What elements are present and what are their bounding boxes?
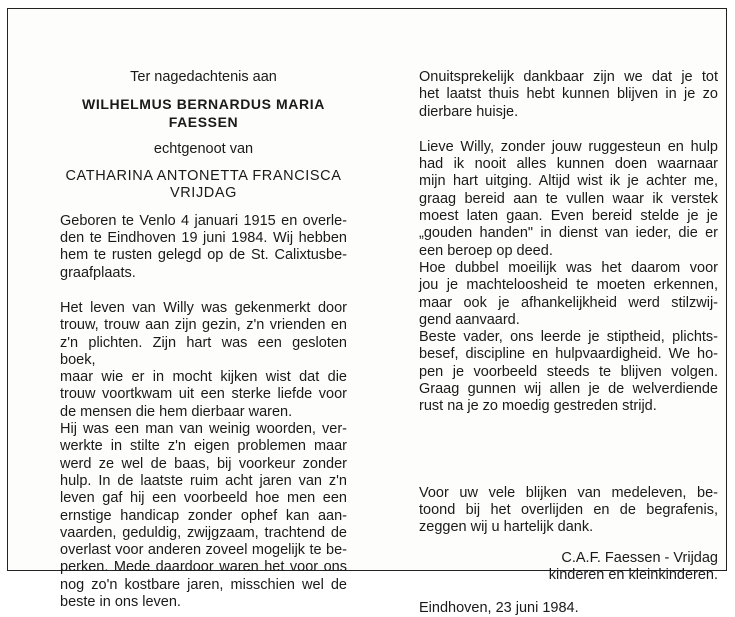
text-line: leven gaf hij een voorbeeld hoe men een (60, 490, 347, 507)
text-line: Graag gunnen wij allen je de welverdiende (419, 381, 718, 398)
text-line: Hij was een man van weinig woorden, ver- (60, 421, 347, 438)
thanks-paragraph (419, 485, 718, 537)
text-line: Hoe dubbel moeilijk was het daarom voor (419, 259, 718, 276)
right-column (419, 69, 718, 617)
text-line: een beroep op deed. (419, 242, 553, 259)
text-line: graafplaats. (60, 264, 136, 281)
text-line: z'n plichten. Zijn hart was een gesloten boek, (60, 334, 347, 368)
birth-death-paragraph (60, 213, 347, 282)
spouse-name-line-2: VRIJDAG (169, 185, 238, 202)
text-line: trouw, trouw aan zijn gezin, z'n vrienden en (60, 317, 347, 334)
text-line: de mensen die hem dierbaar waren. (60, 403, 293, 420)
text-line: jou je machteloosheid te moeten erkennen, (419, 277, 718, 294)
text-line: perken. Mede daardoor waren het voor ons (60, 559, 347, 576)
text-line: besef, discipline en hulpvaardigheid. We ho- (419, 346, 718, 363)
text-line: werd ze wel de baas, bij voorkeur zonder (60, 455, 347, 472)
text-line: rust na je zo moedig gestreden strijd. (419, 398, 657, 415)
text-line: pen je voorbeeld steeds te blijven volgen. (419, 363, 718, 380)
text-line: Voor uw vele blijken van medeleven, be- (419, 484, 718, 501)
text-line: Het leven van Willy was gekenmerkt door (60, 299, 347, 316)
text-line: moest laten gaan. Even bereid stelde je je (419, 208, 718, 225)
text-line: had ik nooit alles kunnen doen waarnaar (419, 156, 718, 173)
text-line: ernstige handicap zonder ophef kan aan- (60, 507, 347, 524)
text-line: Geboren te Venlo 4 januari 1915 en overle- (60, 212, 347, 229)
memorial-card (7, 8, 727, 617)
signature-family: kinderen en kleinkinderen. (548, 566, 718, 583)
text-line: graag bereid aan te vullen waar ik verstek (419, 190, 718, 207)
text-line: dierbare huisje. (419, 103, 519, 120)
text-line: toond bij het overlijden en de begrafenis, (419, 501, 718, 518)
text-line: het laatst thuis hebt kunnen blijven in je zo (419, 86, 718, 103)
deceased-name-line-1: WILHELMUS BERNARDUS MARIA (82, 96, 325, 113)
text-line: hem te rusten gelegd op de St. Calixtusbe- (60, 247, 347, 264)
text-line: zeggen wij u hartelijk dank. (419, 519, 594, 536)
text-line: Beste vader, ons leerde je stiptheid, plichts- (419, 329, 718, 346)
signature-name: C.A.F. Faessen - Vrijdag (561, 549, 718, 566)
text-line: Onuitsprekelijk dankbaar zijn we dat je tot (419, 69, 718, 85)
text-line: Lieve Willy, zonder jouw ruggesteun en hulp (419, 138, 718, 155)
text-line: „gouden handen" in dienst van ieder, die er (419, 225, 718, 242)
dear-willy-paragraph (419, 139, 718, 416)
text-line: vaarden, geduldig, zwijgzaam, trachtend de (60, 524, 347, 541)
text-line: werkte in stilte z'n eigen problemen maar (60, 438, 347, 455)
text-line: hulp. In de laatste ruim acht jaren van z'n (60, 472, 347, 489)
left-column (60, 69, 347, 611)
spouse-of-label: echtgenoot van (153, 140, 254, 157)
life-paragraph (60, 300, 347, 611)
text-line: maar ook je afhankelijkheid werd stilzwij- (419, 294, 718, 311)
deceased-name-line-2: FAESSEN (168, 113, 239, 130)
gratitude-paragraph (419, 69, 718, 121)
in-memory-heading: Ter nagedachtenis aan (130, 69, 277, 85)
text-line: maar wie er in mocht kijken wist dat die (60, 369, 347, 386)
text-line: gend aanvaard. (419, 311, 520, 328)
text-line: mijn hart uitging. Altijd wist ik je achter me, (419, 173, 718, 190)
spouse-name-line-1: CATHARINA ANTONETTA FRANCISCA (65, 168, 342, 185)
text-line: overlast voor anderen zoveel mogelijk te be- (60, 542, 347, 559)
text-line: beste in ons leven. (60, 594, 181, 611)
text-line: den te Eindhoven 19 juni 1984. Wij hebben (60, 230, 347, 247)
text-line: trouw voortkwam uit een sterke liefde voor (60, 386, 347, 403)
place-date: Eindhoven, 23 juni 1984. (419, 600, 579, 617)
text-line: nog zo'n kostbare jaren, misschien wel de (60, 576, 347, 593)
